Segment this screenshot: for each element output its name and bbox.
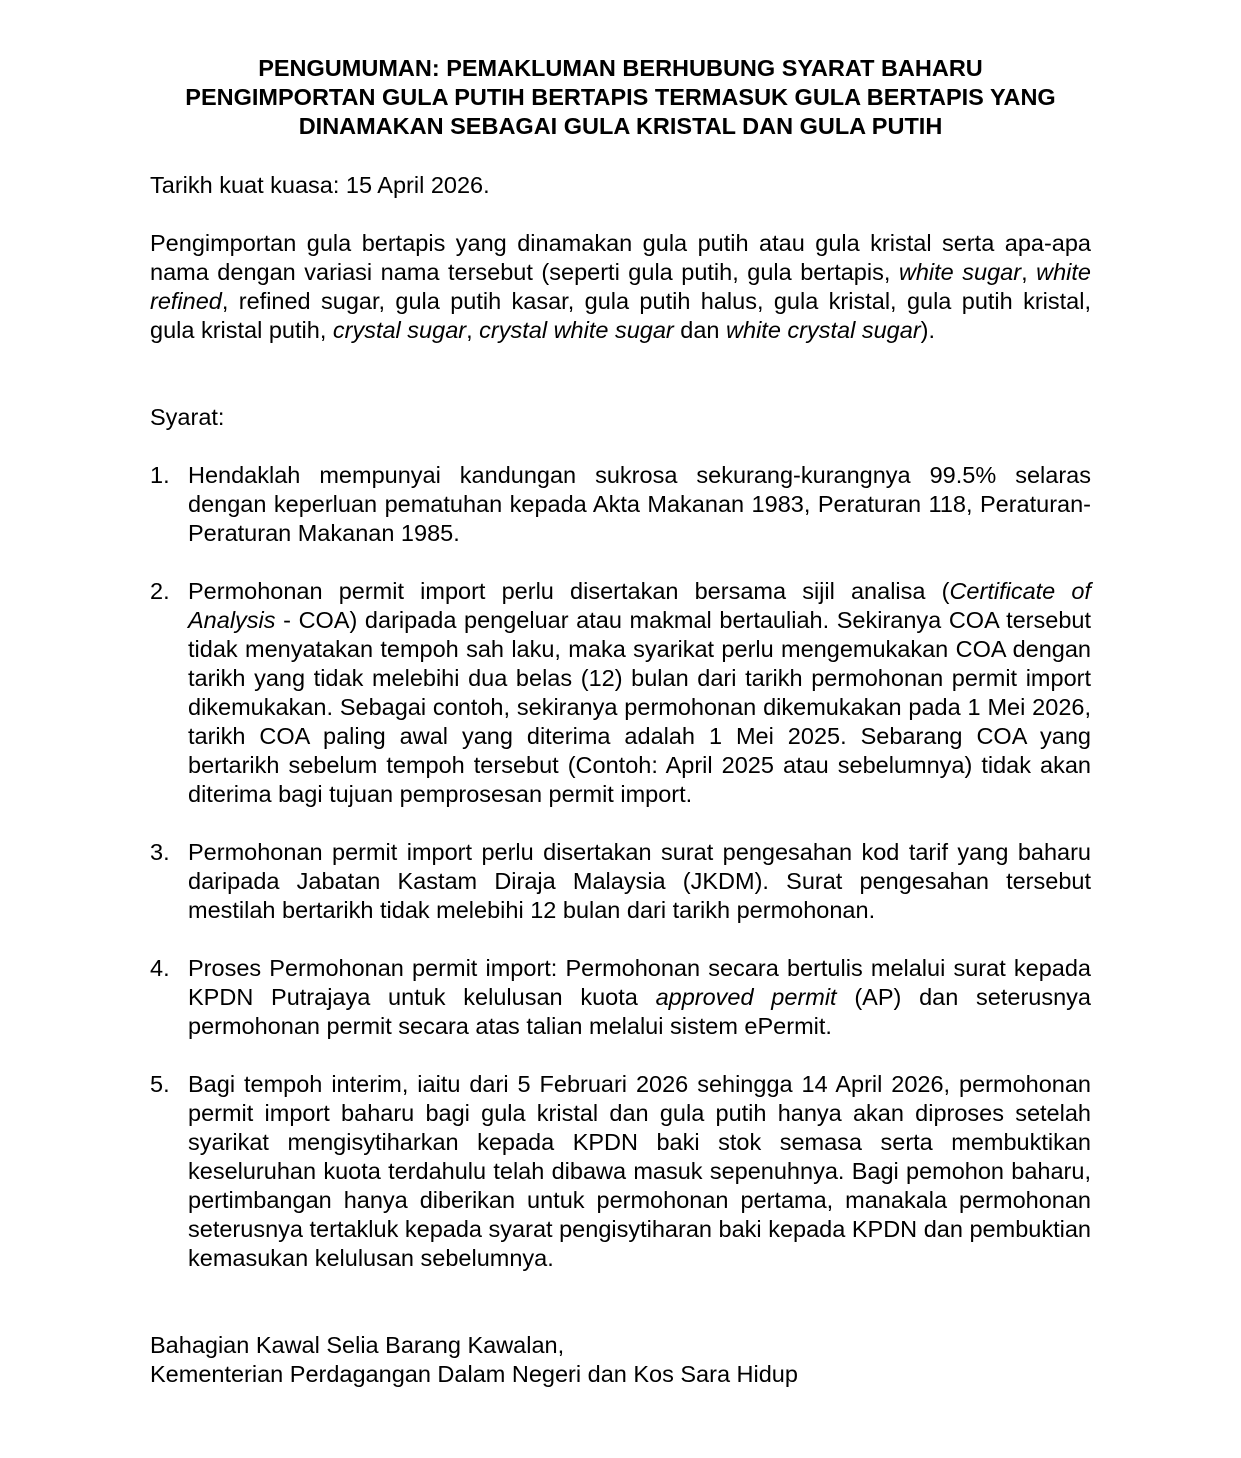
title-line-3: DINAMAKAN SEBAGAI GULA KRISTAL DAN GULA PUTIH bbox=[298, 113, 943, 139]
title-line-2: PENGIMPORTAN GULA PUTIH BERTAPIS TERMASUK GULA BERTAPIS YANG bbox=[185, 84, 1056, 110]
signature-division: Bahagian Kawal Selia Barang Kawalan, bbox=[150, 1332, 565, 1358]
intro-italic-1: white sugar bbox=[898, 259, 1022, 285]
intro-text-5: dan bbox=[673, 317, 727, 343]
effective-date: Tarikh kuat kuasa: 15 April 2026. bbox=[150, 172, 490, 198]
intro-italic-5: white crystal sugar bbox=[726, 317, 921, 343]
condition-italic-part: Certificate of Analysis bbox=[188, 578, 1091, 633]
condition-text bbox=[188, 954, 1091, 1041]
intro-text-1: Pengimportan gula bertapis yang dinamakan gula putih atau gula kristal serta apa-apa nama dengan variasi nama tersebut (seperti gula putih, gula bertapis, bbox=[150, 230, 1091, 285]
intro-italic-3: crystal sugar bbox=[332, 317, 467, 343]
intro-italic-2: white refined bbox=[150, 259, 1091, 314]
condition-item-3 bbox=[150, 838, 1091, 925]
intro-text-4: , bbox=[466, 317, 480, 343]
conditions-label: Syarat: bbox=[150, 404, 225, 430]
condition-italic-part: approved permit bbox=[655, 984, 837, 1010]
signature-ministry: Kementerian Perdagangan Dalam Negeri dan Kos Sara Hidup bbox=[150, 1361, 798, 1387]
condition-number: 3. bbox=[150, 839, 170, 865]
condition-number: 2. bbox=[150, 578, 170, 604]
intro-italic-4: crystal white sugar bbox=[479, 317, 674, 343]
intro-text-6: ). bbox=[920, 317, 936, 343]
intro-paragraph bbox=[150, 229, 1091, 345]
condition-item-5 bbox=[150, 1070, 1091, 1273]
condition-text: Bagi tempoh interim, iaitu dari 5 Februari 2026 sehingga 14 April 2026, permohonan permit import baharu bagi gula kristal dan gula putih hanya akan diproses setelah syarikat mengisytiharkan kepada KPDN baki stok semasa serta membuktikan keseluruhan kuota terdahulu telah dibawa masuk sepenuhnya. Bagi pemohon baharu, pertimbangan hanya diberikan untuk permohonan pertama, manakala permohonan seterusnya tertakluk kepada syarat pengisytiharan baki kepada KPDN dan pembuktian kemasukan kelulusan sebelumnya. bbox=[188, 1071, 1091, 1271]
condition-text bbox=[188, 577, 1091, 809]
signature-block bbox=[150, 1331, 1091, 1389]
intro-text-3: , refined sugar, gula putih kasar, gula putih halus, gula kristal, gula putih kristal, gula kristal putih, bbox=[150, 288, 1091, 343]
condition-text-part: Permohonan permit import perlu disertakan bersama sijil analisa ( bbox=[188, 578, 950, 604]
condition-item-1 bbox=[150, 461, 1091, 548]
title-line-1: PENGUMUMAN: PEMAKLUMAN BERHUBUNG SYARAT BAHARU bbox=[258, 55, 983, 81]
document-title bbox=[150, 54, 1091, 141]
condition-text: Hendaklah mempunyai kandungan sukrosa sekurang-kurangnya 99.5% selaras dengan keperluan pematuhan kepada Akta Makanan 1983, Peraturan 118, Peraturan-Peraturan Makanan 1985. bbox=[188, 462, 1091, 546]
condition-number: 4. bbox=[150, 955, 170, 981]
condition-number: 5. bbox=[150, 1071, 170, 1097]
condition-item-4 bbox=[150, 954, 1091, 1041]
condition-text-part: Proses Permohonan permit import: Permohonan secara bertulis melalui surat kepada KPDN Putrajaya untuk kelulusan kuota bbox=[188, 955, 1091, 1010]
conditions-list bbox=[150, 461, 1091, 1273]
condition-text-part: - COA) daripada pengeluar atau makmal bertauliah. Sekiranya COA tersebut tidak menyatakan tempoh sah laku, maka syarikat perlu mengemukakan COA dengan tarikh yang tidak melebihi dua belas (12) bulan dari tarikh permohonan permit import dikemukakan. Sebagai contoh, sekiranya permohonan dikemukakan pada 1 Mei 2026, tarikh COA paling awal yang diterima adalah 1 Mei 2025. Sebarang COA yang bertarikh sebelum tempoh tersebut (Contoh: April 2025 atau sebelumnya) tidak akan diterima bagi tujuan pemprosesan permit import. bbox=[188, 607, 1091, 807]
condition-item-2 bbox=[150, 577, 1091, 809]
intro-text-2: , bbox=[1021, 259, 1037, 285]
condition-number: 1. bbox=[150, 462, 170, 488]
condition-text-part: (AP) dan seterusnya permohonan permit secara atas talian melalui sistem ePermit. bbox=[188, 984, 1091, 1039]
condition-text: Permohonan permit import perlu disertakan surat pengesahan kod tarif yang baharu daripada Jabatan Kastam Diraja Malaysia (JKDM). Surat pengesahan tersebut mestilah bertarikh tidak melebihi 12 bulan dari tarikh permohonan. bbox=[188, 839, 1091, 923]
